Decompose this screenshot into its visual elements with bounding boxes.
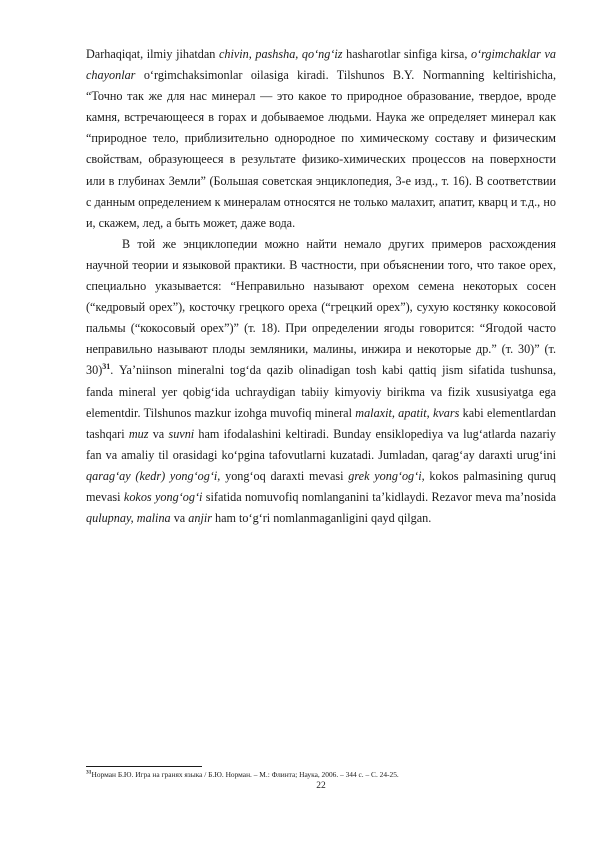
italic-term: kokos yong‘og‘i [123, 489, 203, 504]
paragraph [86, 234, 556, 529]
footnote [86, 770, 566, 780]
text-run: kokos palmasining quruq mevasi [86, 468, 556, 504]
footnote-marker: 31 [86, 769, 92, 776]
text-run: o‘rgimchaksimonlar oilasiga kiradi. Tilshunos B.Y. Normanning keltirishicha, “Точно так же для нас минерал — это какое то природное образование, твердое, вроде камня, встречающееся в горах и добываемое людьми. Наука же определяет минерал как “природное тело, приблизительно однородное по химическому составу и физическим свойствам, образующееся в результате физико-химических процессов на поверхности или в глубинах Земли” (Большая советская энциклопедия, 3-е изд., т. 16). В соответствии с данным определением к минералам относятся не только малахит, апатит, кварц и т.д., но и, скажем, лед, а быть может, даже вода. [86, 68, 556, 230]
italic-term: grek yong‘og‘i, [348, 468, 425, 483]
footnote-separator [86, 766, 202, 767]
italic-term: qulupnay, malina [86, 511, 171, 526]
italic-term: qarag‘ay (kedr) yong‘og‘i, [86, 468, 221, 483]
text-run: ham to‘g‘ri nomlanmaganligini qayd qilgan. [211, 511, 432, 526]
italic-term: o‘rgimchaklar va chayonlar [86, 47, 556, 83]
footnote-reference: 31 [102, 362, 111, 372]
text-run: va [170, 511, 189, 526]
italic-term: muz [128, 426, 149, 441]
footnote-text: Норман Б.Ю. Игра на гранях языка / Б.Ю. Норман. – М.: Флинта; Наука, 2006. – 344 с. – С. 24-25. [91, 770, 399, 779]
text-run: Darhaqiqat, ilmiy jihatdan [86, 47, 219, 61]
text-run: ham ifodalashini keltiradi. Bunday ensiklopediya va lug‘atlarda nazariy fan va amaliy til orasidagi ko‘pgina tafovutlarni kuzatadi. Jumladan, qarag‘ay daraxti urug‘ini [86, 426, 556, 462]
italic-term: chivin, pashsha, qo‘ng‘iz [218, 47, 343, 61]
italic-term: suvni [168, 426, 195, 441]
text-run: В той же энциклопедии можно найти немало других примеров расхождения научной теории и языковой практики. В частности, при объяснении того, что такое орех, специально указывается: “Неправильно называют орехом семена некоторых сосен (“кедровый орех”), косточку грецкого ореха (“грецкий орех”), сухую костянку кокосовой пальмы (“кокосовый орех”)” (т. 18). При определении ягоды говорится: “Ягодой часто неправильно называют плоды земляники, малины, инжира и некоторые др.” (т. 30)” (т. 30) [86, 236, 556, 378]
text-run: hasharotlar sinfiga kirsa, [342, 47, 471, 61]
text-run: yong‘oq daraxti mevasi [220, 468, 349, 483]
text-run: . Ya’niinson mineralni tog‘da qazib olinadigan tosh kabi qattiq jism sifatida tushunsa, fanda mineral yer qobig‘ida uchraydigan tabiiy kimyoviy birikma va fizik xususiyatga ega elementdir. Tilshunos mazkur izohga muvofiq mineral [86, 363, 556, 420]
paragraph [86, 44, 556, 234]
text-run: va [148, 426, 169, 441]
page-number: 22 [316, 781, 326, 791]
body-text [86, 44, 556, 529]
text-run: sifatida nomuvofiq nomlanganini ta’kidlaydi. Rezavor meva ma’nosida [202, 489, 556, 504]
italic-term: malaxit, apatit, kvars [355, 405, 460, 420]
italic-term: anjir [188, 511, 212, 526]
text-run: kabi elementlardan tashqari [86, 405, 556, 441]
